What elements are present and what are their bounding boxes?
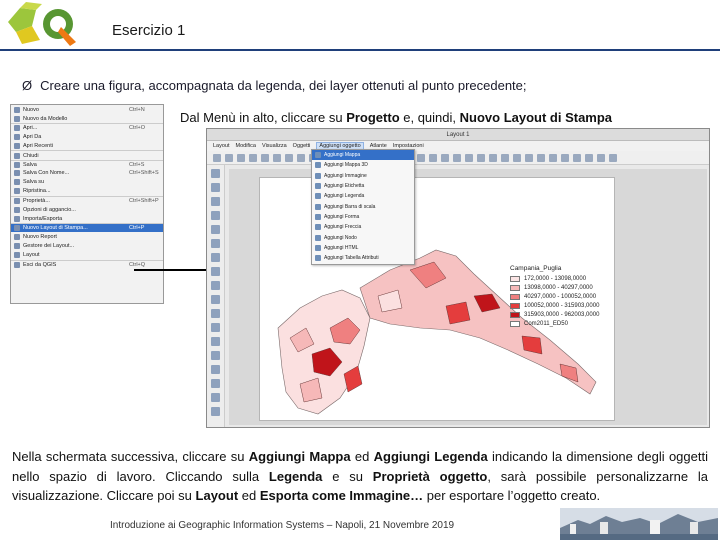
legend-entry — [510, 310, 599, 319]
legend-label: Com2011_ED50 — [524, 320, 568, 327]
layout-canvas — [229, 169, 707, 425]
toolbar-icon[interactable] — [453, 154, 461, 162]
menu-item-label: Salva — [23, 161, 37, 168]
caption-bold-nuovo-layout: Nuovo Layout di Stampa — [459, 110, 613, 125]
add-menu-item[interactable] — [312, 222, 414, 232]
toolbar-icon[interactable] — [273, 154, 281, 162]
toolbox-icon[interactable] — [211, 183, 220, 192]
legend-swatch — [510, 294, 520, 300]
toolbar-icon[interactable] — [249, 154, 257, 162]
bold-proprieta-oggetto: Proprietà oggetto — [372, 468, 488, 484]
legend-swatch — [510, 312, 520, 318]
toolbar-icon[interactable] — [561, 154, 569, 162]
menu-item-label: Apri Da — [23, 133, 42, 140]
legend-swatch — [510, 285, 520, 291]
legend-title: Campania_Puglia — [510, 265, 562, 272]
layout-toolbox — [207, 165, 225, 428]
bullet-text: Creare una figura, accompagnata da legenda, dei layer ottenuti al punto precedente; — [40, 78, 527, 93]
add-menu-item[interactable] — [312, 253, 414, 263]
header-rule — [0, 49, 720, 51]
toolbar-icon[interactable] — [429, 154, 437, 162]
project-menu-item[interactable] — [11, 160, 163, 169]
legend-label: 40297,0000 - 100052,0000 — [524, 293, 597, 300]
toolbox-icon[interactable] — [211, 393, 220, 402]
add-menu-label: Aggiungi Legenda — [324, 193, 365, 200]
toolbar-icon[interactable] — [477, 154, 485, 162]
caption-part: Dal Menù in alto, cliccare su — [180, 110, 347, 125]
toolbar-icon[interactable] — [585, 154, 593, 162]
project-menu-item[interactable] — [11, 169, 163, 178]
toolbar-icon[interactable] — [525, 154, 533, 162]
add-menu-item[interactable] — [312, 232, 414, 242]
menu-item-icon — [14, 116, 20, 122]
bold-layout: Layout — [195, 488, 239, 503]
layout-menu-5[interactable]: Atlante — [369, 143, 387, 149]
menu-item-icon — [14, 179, 20, 185]
text-span: , sarà possibile personalizzarne la visualizzazione. Cliccare poi su — [12, 468, 708, 503]
legend-label: 315903,0000 - 962003,0000 — [524, 311, 600, 318]
footer-text: Introduzione ai Geographic Information Systems – Napoli, 21 Novembre 2019 — [110, 520, 455, 531]
layout-menubar — [207, 141, 709, 151]
legend-entry — [510, 301, 599, 310]
add-menu-label: Aggiungi Mappa — [324, 152, 361, 159]
toolbox-icon[interactable] — [211, 225, 220, 234]
menu-item-icon — [14, 107, 20, 113]
toolbox-icon[interactable] — [211, 351, 220, 360]
menu-item-icon — [14, 143, 20, 149]
menu-item-label: Nuovo Layout di Stampa... — [23, 225, 88, 232]
project-menu-item[interactable] — [11, 114, 163, 123]
menu-item-label: Importa/Esporta — [23, 215, 63, 222]
toolbar-icon[interactable] — [489, 154, 497, 162]
add-menu-item[interactable] — [312, 243, 414, 253]
toolbox-icon[interactable] — [211, 169, 220, 178]
toolbar-icon[interactable] — [297, 154, 305, 162]
add-menu-label: Aggiungi Freccia — [324, 224, 362, 231]
menu-caption — [180, 110, 612, 125]
caption-part: e, quindi, — [399, 110, 460, 125]
toolbox-icon[interactable] — [211, 365, 220, 374]
menu-item-label: Salva Con Nome... — [23, 170, 70, 177]
menu-item-shortcut: Ctrl+Shift+P — [129, 197, 159, 204]
toolbar-icon[interactable] — [501, 154, 509, 162]
menu-item-label: Proprietà... — [23, 197, 50, 204]
add-menu-item[interactable] — [312, 212, 414, 222]
toolbox-icon[interactable] — [211, 211, 220, 220]
toolbar-icon[interactable] — [573, 154, 581, 162]
layout-menu-6[interactable]: Impostazioni — [392, 143, 424, 149]
menu-item-label: Gestore dei Layout... — [23, 242, 75, 249]
menu-item-icon — [14, 243, 20, 249]
add-menu-label: Aggiungi Forma — [324, 213, 360, 220]
add-item-icon — [315, 162, 321, 168]
add-item-icon — [315, 245, 321, 251]
menu-item-label: Apri Recenti — [23, 142, 53, 149]
menu-item-icon — [14, 170, 20, 176]
toolbox-icon[interactable] — [211, 281, 220, 290]
menu-item-shortcut: Ctrl+Shift+S — [129, 170, 159, 177]
text-span: e su — [322, 468, 373, 484]
toolbar-icon[interactable] — [213, 154, 221, 162]
project-menu-item[interactable] — [11, 196, 163, 205]
toolbar-icon[interactable] — [549, 154, 557, 162]
toolbox-icon[interactable] — [211, 197, 220, 206]
legend-entry — [510, 283, 599, 292]
project-menu-item[interactable] — [11, 223, 163, 232]
add-menu-label: Aggiungi Barra di scala — [324, 203, 376, 210]
toolbox-icon[interactable] — [211, 253, 220, 262]
menu-item-shortcut: Ctrl+N — [129, 106, 145, 113]
add-item-icon — [315, 204, 321, 210]
menu-item-icon — [14, 262, 20, 268]
toolbar-icon[interactable] — [237, 154, 245, 162]
layout-menu-2[interactable]: Visualizza — [262, 143, 287, 149]
bullet-arrow-icon: Ø — [22, 78, 33, 93]
toolbox-icon[interactable] — [211, 407, 220, 416]
add-menu-label: Aggiungi Immagine — [324, 172, 367, 179]
legend-swatch — [510, 321, 520, 327]
text-span: ed — [238, 488, 260, 503]
add-item-icon — [315, 255, 321, 261]
add-item-icon — [315, 173, 321, 179]
project-menu-item[interactable] — [11, 141, 163, 150]
menu-item-label: Layout — [23, 252, 40, 259]
bold-esporta-come-immagine: Esporta come Immagine… — [259, 488, 424, 503]
legend-entry — [510, 274, 599, 283]
toolbar-icon[interactable] — [285, 154, 293, 162]
menu-item-icon — [14, 234, 20, 240]
project-menu-item[interactable] — [11, 251, 163, 260]
menu-item-icon — [14, 216, 20, 222]
add-item-dropdown — [311, 149, 415, 265]
print-layout-window — [206, 128, 710, 428]
menu-item-label: Salva su — [23, 179, 45, 186]
add-item-icon — [315, 193, 321, 199]
menu-item-icon — [14, 162, 20, 168]
footer-landscape-image — [560, 508, 718, 540]
legend-swatch — [510, 303, 520, 309]
add-menu-label: Aggiungi Etichetta — [324, 183, 365, 190]
toolbar-icon[interactable] — [537, 154, 545, 162]
add-menu-item[interactable] — [312, 181, 414, 191]
toolbar-icon[interactable] — [441, 154, 449, 162]
menu-item-icon — [14, 207, 20, 213]
toolbox-icon[interactable] — [211, 323, 220, 332]
project-menu-item[interactable] — [11, 187, 163, 196]
add-menu-item[interactable] — [312, 191, 414, 201]
legend-entry — [510, 292, 599, 301]
add-menu-item[interactable] — [312, 150, 414, 160]
text-span: Nella schermata successiva, cliccare su — [12, 449, 249, 464]
menu-item-shortcut: Ctrl+Q — [129, 261, 146, 268]
layout-menu-3[interactable]: Oggetti — [292, 143, 311, 149]
add-menu-label: Aggiungi HTML — [324, 244, 359, 251]
menu-item-label: Chiudi — [23, 152, 39, 159]
add-item-icon — [315, 183, 321, 189]
legend-label: 100052,0000 - 315903,0000 — [524, 302, 600, 309]
toolbar-icon[interactable] — [261, 154, 269, 162]
menu-item-shortcut: Ctrl+O — [129, 125, 146, 132]
menu-item-label: Ripristina... — [23, 188, 51, 195]
toolbox-icon[interactable] — [211, 309, 220, 318]
legend-swatch — [510, 276, 520, 282]
legend-label: 13098,0000 - 40297,0000 — [524, 284, 593, 291]
menu-item-label: Nuovo — [23, 106, 39, 113]
bold-legenda: Legenda — [268, 468, 323, 484]
map-legend — [510, 265, 599, 328]
menu-item-label: Esci da QGIS — [23, 261, 57, 268]
slide-title: Esercizio 1 — [112, 22, 186, 39]
caption-bold-progetto: Progetto — [346, 110, 400, 125]
menu-item-icon — [14, 134, 20, 140]
add-item-icon — [315, 214, 321, 220]
layout-menu-4[interactable]: Aggiungi oggetto — [316, 142, 363, 150]
project-menu-item[interactable] — [11, 214, 163, 223]
menu-item-icon — [14, 252, 20, 258]
menu-item-icon — [14, 153, 20, 159]
legend-label: 172,0000 - 13098,0000 — [524, 275, 587, 282]
menu-item-shortcut: Ctrl+P — [129, 225, 145, 232]
add-menu-item[interactable] — [312, 160, 414, 170]
toolbox-icon[interactable] — [211, 337, 220, 346]
menu-item-label: Nuovo Report — [23, 233, 57, 240]
toolbar-icon[interactable] — [417, 154, 425, 162]
project-menu-item[interactable] — [11, 123, 163, 132]
toolbox-icon[interactable] — [211, 239, 220, 248]
menu-item-icon — [14, 225, 20, 231]
toolbar-icon[interactable] — [609, 154, 617, 162]
layout-window-title: Layout 1 — [207, 129, 709, 141]
add-item-icon — [315, 152, 321, 158]
project-menu-item[interactable] — [11, 232, 163, 241]
menu-item-icon — [14, 125, 20, 131]
project-menu-item[interactable] — [11, 150, 163, 159]
qgis-logo — [6, 2, 84, 48]
add-menu-label: Aggiungi Mappa 3D — [324, 162, 368, 169]
menu-item-icon — [14, 198, 20, 204]
menu-item-label: Opzioni di aggancio... — [23, 206, 76, 213]
text-span: indicando la dimensione degli oggetti nello spazio di lavoro. Cliccando sulla — [12, 449, 708, 484]
toolbox-icon[interactable] — [211, 267, 220, 276]
text-span: ed — [350, 449, 374, 464]
menu-item-shortcut: Ctrl+S — [129, 161, 145, 168]
menu-item-icon — [14, 188, 20, 194]
add-item-icon — [315, 224, 321, 230]
menu-item-label: Nuovo da Modello — [23, 115, 68, 122]
legend-entry — [510, 319, 599, 328]
toolbar-icon[interactable] — [225, 154, 233, 162]
add-item-icon — [315, 235, 321, 241]
project-menu-item[interactable] — [11, 205, 163, 214]
toolbar-icon[interactable] — [513, 154, 521, 162]
project-menu-item[interactable] — [11, 178, 163, 187]
bold-aggiungi-legenda: Aggiungi Legenda — [373, 449, 488, 464]
add-menu-item[interactable] — [312, 201, 414, 211]
add-menu-item[interactable] — [312, 171, 414, 181]
project-menu-item[interactable] — [11, 132, 163, 141]
layout-toolbar — [207, 151, 709, 165]
add-menu-label: Aggiungi Nodo — [324, 234, 357, 241]
menu-item-label: Apri... — [23, 125, 38, 132]
bullet-instruction — [22, 78, 527, 93]
text-span: per esportare l’oggetto creato. — [423, 488, 601, 503]
add-menu-label: Aggiungi Tabella Attributi — [324, 255, 379, 262]
toolbar-icon[interactable] — [465, 154, 473, 162]
project-menu-screenshot — [10, 104, 164, 304]
layout-menu-0[interactable]: Layout — [213, 143, 230, 149]
project-menu-item[interactable] — [11, 105, 163, 114]
bold-aggiungi-mappa: Aggiungi Mappa — [248, 449, 351, 464]
toolbar-icon[interactable] — [597, 154, 605, 162]
toolbox-icon[interactable] — [211, 295, 220, 304]
instruction-paragraph — [12, 447, 708, 506]
toolbox-icon[interactable] — [211, 379, 220, 388]
layout-menu-1[interactable]: Modifica — [235, 143, 256, 149]
project-menu-item[interactable] — [11, 260, 163, 269]
project-menu-item[interactable] — [11, 241, 163, 250]
